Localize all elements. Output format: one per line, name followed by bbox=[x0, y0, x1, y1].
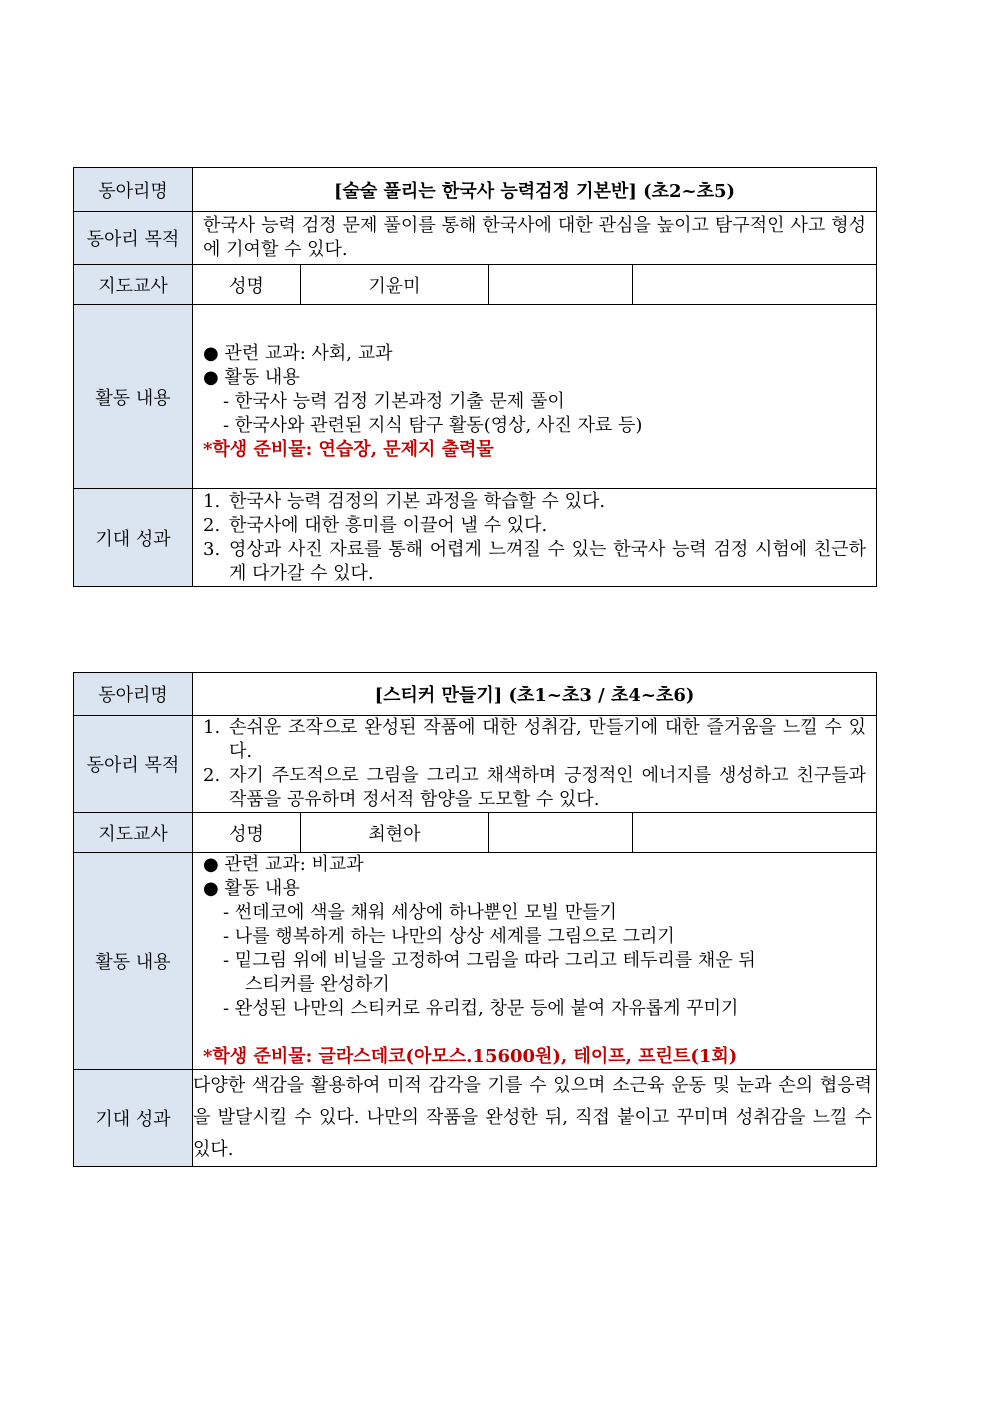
activity-line: ● 관련 교과: 사회, 교과 bbox=[203, 342, 393, 364]
club-purpose-cell bbox=[193, 716, 877, 813]
empty-cell bbox=[489, 813, 633, 853]
outcome-number: 3. bbox=[203, 538, 221, 560]
activity-line: - 밑그림 위에 비닐을 고정하여 그림을 따라 그리고 테두리를 채운 뒤 bbox=[223, 950, 756, 971]
purpose-item bbox=[203, 764, 866, 812]
outcome-cell bbox=[193, 489, 877, 587]
outcome-cell bbox=[193, 1070, 877, 1167]
outcome-number: 2. bbox=[203, 514, 221, 536]
outcome-label: 기대 성과 bbox=[74, 489, 193, 587]
activity-line: - 썬데코에 색을 채워 세상에 하나뿐인 모빌 만들기 bbox=[223, 902, 617, 923]
activity-line: - 한국사 능력 검정 기본과정 기출 문제 풀이 bbox=[223, 390, 565, 412]
outcome-text: 다양한 색감을 활용하여 미적 감각을 기를 수 있으며 소근육 운동 및 눈과 손의 협응력을 발달시킬 수 있다. 나만의 작품을 완성한 뒤, 직접 붙이고 꾸미며 성취감을 느낄 수 있다. bbox=[193, 1075, 873, 1160]
club-name-label: 동아리명 bbox=[74, 168, 193, 212]
outcome-item bbox=[203, 514, 866, 538]
activity-line: - 완성된 나만의 스티커로 유리컵, 창문 등에 붙여 자유롭게 꾸미기 bbox=[223, 998, 739, 1019]
outcome-item bbox=[203, 538, 866, 586]
club-title: [술술 풀리는 한국사 능력검정 기본반] (초2~초5) bbox=[193, 168, 877, 212]
activity-line: - 나를 행복하게 하는 나만의 상상 세계를 그림으로 그리기 bbox=[223, 926, 675, 947]
club-purpose-label: 동아리 목적 bbox=[74, 212, 193, 265]
teacher-label: 지도교사 bbox=[74, 265, 193, 305]
club-name-label: 동아리명 bbox=[74, 673, 193, 716]
teacher-name: 최현아 bbox=[301, 813, 489, 853]
activity-line: 스티커를 완성하기 bbox=[245, 974, 390, 995]
activity-cell bbox=[193, 853, 877, 1070]
empty-cell bbox=[489, 265, 633, 305]
purpose-number: 2. bbox=[203, 765, 221, 786]
activity-label: 활동 내용 bbox=[74, 305, 193, 489]
outcome-text: 한국사 능력 검정의 기본 과정을 학습할 수 있다. bbox=[229, 490, 606, 512]
club-table-2 bbox=[73, 672, 877, 1167]
activity-label: 활동 내용 bbox=[74, 853, 193, 1070]
activity-line: ● 활동 내용 bbox=[203, 878, 300, 899]
outcome-number: 1. bbox=[203, 490, 221, 512]
outcome-label: 기대 성과 bbox=[74, 1070, 193, 1167]
activity-line: ● 활동 내용 bbox=[203, 366, 300, 388]
outcome-text: 영상과 사진 자료를 통해 어렵게 느껴질 수 있는 한국사 능력 검정 시험에 친근하게 다가갈 수 있다. bbox=[229, 538, 866, 584]
club-table-1 bbox=[73, 167, 877, 587]
teacher-name: 기윤미 bbox=[301, 265, 489, 305]
purpose-number: 1. bbox=[203, 717, 221, 738]
purpose-text: 손쉬운 조작으로 완성된 작품에 대한 성취감, 만들기에 대한 즐거움을 느낄 수 있다. bbox=[229, 717, 867, 762]
teacher-field-label: 성명 bbox=[193, 813, 301, 853]
club-purpose-label: 동아리 목적 bbox=[74, 716, 193, 813]
activity-cell bbox=[193, 305, 877, 489]
supplies-note: *학생 준비물: 연습장, 문제지 출력물 bbox=[203, 438, 494, 460]
activity-line: ● 관련 교과: 비교과 bbox=[203, 854, 364, 875]
empty-cell bbox=[633, 813, 877, 853]
activity-line: - 한국사와 관련된 지식 탐구 활동(영상, 사진 자료 등) bbox=[223, 414, 643, 436]
outcome-text: 한국사에 대한 흥미를 이끌어 낼 수 있다. bbox=[229, 514, 548, 536]
club-purpose-cell bbox=[193, 212, 877, 265]
empty-cell bbox=[633, 265, 877, 305]
teacher-label: 지도교사 bbox=[74, 813, 193, 853]
club-purpose-text: 한국사 능력 검정 문제 풀이를 통해 한국사에 대한 관심을 높이고 탐구적인 사고 형성에 기여할 수 있다. bbox=[203, 215, 866, 260]
purpose-text: 자기 주도적으로 그림을 그리고 채색하며 긍정적인 에너지를 생성하고 친구들과 작품을 공유하며 정서적 함양을 도모할 수 있다. bbox=[229, 765, 867, 810]
teacher-field-label: 성명 bbox=[193, 265, 301, 305]
supplies-note: *학생 준비물: 글라스데코(아모스.15600원), 테이프, 프린트(1회) bbox=[203, 1046, 738, 1067]
outcome-item bbox=[203, 490, 866, 514]
purpose-item bbox=[203, 716, 866, 764]
club-title: [스티커 만들기] (초1~초3 / 초4~초6) bbox=[193, 673, 877, 716]
